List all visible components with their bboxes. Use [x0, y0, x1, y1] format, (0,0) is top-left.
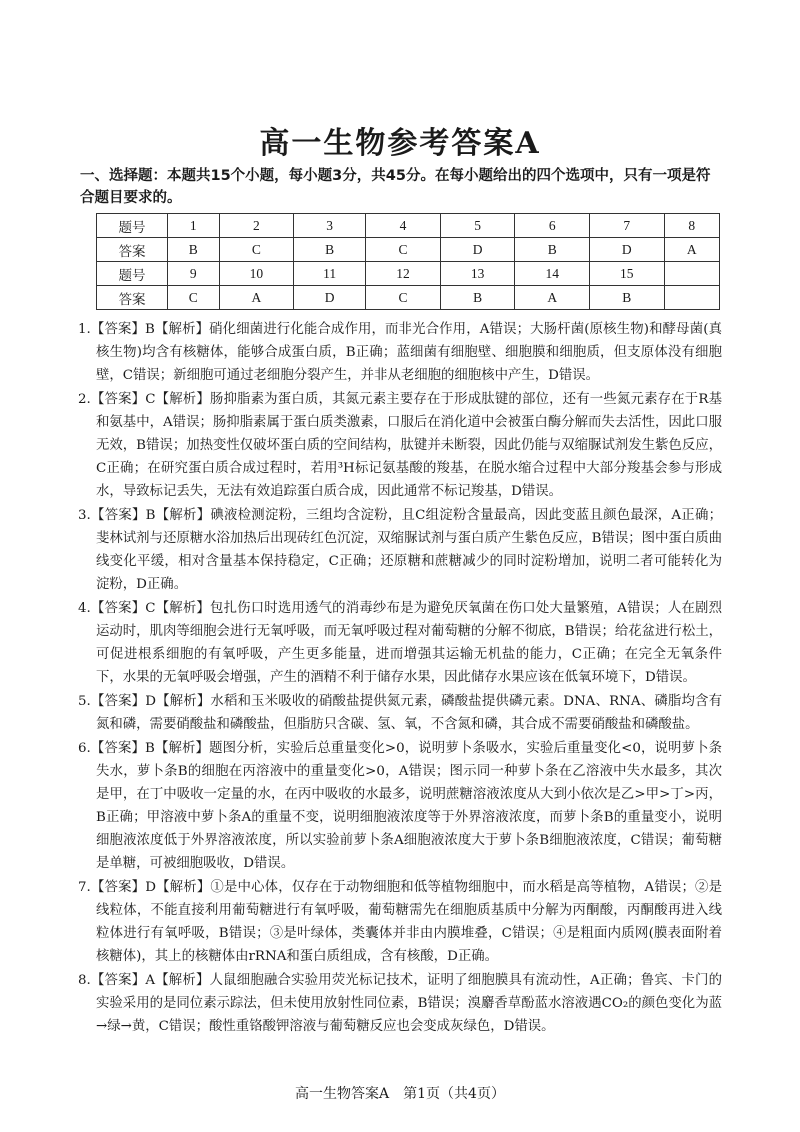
table-cell: 3: [294, 214, 366, 238]
table-cell: 7: [590, 214, 665, 238]
table-cell: 1: [168, 214, 220, 238]
table-cell: B: [294, 238, 366, 262]
explanation-list: [78, 318, 722, 1039]
answer-explanation: 7.【答案】D【解析】①是中心体，仅存在于动物细胞和低等植物细胞中，而水稻是高等植物，A错误；②是线粒体，不能直接利用葡萄糖进行有氧呼吸，葡萄糖需先在细胞质基质中分解为丙酮酸，丙酮酸再进入线粒体进行有氧呼吸，B错误；③是叶绿体，类囊体并非由内膜堆叠，C错误；④是粗面内质网(膜表面附着核糖体)，其上的核糖体由rRNA和蛋白质组成，含有核酸，D正确。: [78, 880, 722, 964]
table-cell: 15: [590, 262, 665, 286]
table-cell: C: [219, 238, 294, 262]
page-footer: 高一生物答案A 第1页（共4页）: [295, 1086, 505, 1102]
answer-explanation: 1.【答案】B【解析】硝化细菌进行化能合成作用，而非光合作用，A错误；大肠杆菌(原核生物)和酵母菌(真核生物)均含有核糖体，能够合成蛋白质，B正确；蓝细菌有细胞壁、细胞膜和细胞质，但支原体没有细胞壁，C错误；新细胞可通过老细胞分裂产生，并非从老细胞的细胞核中产生，D错误。: [78, 322, 722, 383]
table-cell: 12: [366, 262, 441, 286]
table-cell: B: [590, 286, 665, 310]
table-row: [97, 214, 720, 238]
table-cell: 6: [515, 214, 590, 238]
table-cell: C: [366, 286, 441, 310]
table-row-header: 题号: [97, 262, 168, 286]
answer-explanation: 5.【答案】D【解析】水稻和玉米吸收的硝酸盐提供氮元素，磷酸盐提供磷元素。DNA、RNA、磷脂均含有氮和磷，需要硝酸盐和磷酸盐，但脂肪只含碳、氢、氧，不含氮和磷，其合成不需要硝酸盐和磷酸盐。: [78, 694, 722, 732]
answer-table: [96, 213, 720, 310]
table-cell: A: [664, 238, 719, 262]
table-cell: D: [440, 238, 515, 262]
answer-explanation: 4.【答案】C【解析】包扎伤口时选用透气的消毒纱布是为避免厌氧菌在伤口处大量繁殖，A错误；人在剧烈运动时，肌肉等细胞会进行无氧呼吸，而无氧呼吸过程对葡萄糖的分解不彻底，B错误；给花盆进行松土，可促进根系细胞的有氧呼吸，产生更多能量，进而增强其运输无机盐的能力，C正确；在完全无氧条件下，水果的无氧呼吸会增强，产生的酒精不利于储存水果，因此储存水果应该在低氧环境下，D错误。: [78, 601, 722, 685]
table-cell: 5: [440, 214, 515, 238]
table-cell: C: [366, 238, 441, 262]
answer-explanation: 3.【答案】B【解析】碘液检测淀粉，三组均含淀粉，且C组淀粉含量最高，因此变蓝且颜色最深，A正确；斐林试剂与还原糖水浴加热后出现砖红色沉淀，双缩脲试剂与蛋白质产生紫色反应，B错误；图中蛋白质曲线变化平缓，相对含量基本保持稳定，C正确；还原糖和蔗糖减少的同时淀粉增加，说明二者可能转化为淀粉，D正确。: [78, 508, 722, 592]
table-cell: 11: [294, 262, 366, 286]
answer-explanation: 6.【答案】B【解析】题图分析，实验后总重量变化>0，说明萝卜条吸水，实验后重量变化<0，说明萝卜条失水，萝卜条B的细胞在丙溶液中的重量变化>0，A错误；图示同一种萝卜条在乙溶液中失水最多，其次是甲，在丁中吸收一定量的水，在丙中吸收的水最多，说明蔗糖溶液浓度从大到小依次是乙>甲>丁>丙，B正确；甲溶液中萝卜条A的重量不变，说明细胞液浓度等于外界溶液浓度，而萝卜条B的重量变小，说明细胞液浓度低于外界溶液浓度，所以实验前萝卜条A细胞液浓度大于萝卜条B细胞液浓度，C错误；葡萄糖是单糖，可被细胞吸收，D错误。: [78, 741, 722, 871]
table-cell: C: [168, 286, 220, 310]
table-cell: A: [219, 286, 294, 310]
table-cell: B: [515, 238, 590, 262]
table-cell: D: [590, 238, 665, 262]
table-cell: 4: [366, 214, 441, 238]
table-cell: 13: [440, 262, 515, 286]
table-cell: [664, 262, 719, 286]
table-cell: A: [515, 286, 590, 310]
table-cell: 10: [219, 262, 294, 286]
table-cell: B: [168, 238, 220, 262]
table-cell: D: [294, 286, 366, 310]
table-row: [97, 286, 720, 310]
table-cell: 9: [168, 262, 220, 286]
table-cell: 2: [219, 214, 294, 238]
table-cell: B: [440, 286, 515, 310]
table-row: [97, 262, 720, 286]
table-row-header: 答案: [97, 286, 168, 310]
section-heading: 一、选择题：本题共15个小题，每小题3分，共45分。在每小题给出的四个选项中，只有一项是符合题目要求的。: [80, 168, 711, 206]
page-title: 高一生物参考答案A: [259, 126, 541, 161]
table-cell: 14: [515, 262, 590, 286]
table-row-header: 题号: [97, 214, 168, 238]
answer-explanation: 8.【答案】A【解析】人鼠细胞融合实验用荧光标记技术，证明了细胞膜具有流动性，A正确；鲁宾、卡门的实验采用的是同位素示踪法，但未使用放射性同位素，B错误；溴麝香草酚蓝水溶液遇CO₂的颜色变化为蓝→绿→黄，C错误；酸性重铬酸钾溶液与葡萄糖反应也会变成灰绿色，D错误。: [78, 973, 722, 1034]
table-cell: [664, 286, 719, 310]
answer-explanation: 2.【答案】C【解析】肠抑脂素为蛋白质，其氮元素主要存在于形成肽键的部位，还有一些氮元素存在于R基和氨基中，A错误；肠抑脂素属于蛋白质类激素，口服后在消化道中会被蛋白酶分解而失去活性，因此口服无效，B错误；加热变性仅破坏蛋白质的空间结构，肽键并未断裂，因此仍能与双缩脲试剂发生紫色反应，C正确；在研究蛋白质合成过程时，若用³H标记氨基酸的羧基，在脱水缩合过程中大部分羧基会参与形成水，导致标记丢失，无法有效追踪蛋白质合成，因此通常不标记羧基，D错误。: [78, 392, 722, 499]
table-row-header: 答案: [97, 238, 168, 262]
table-row: [97, 238, 720, 262]
table-cell: 8: [664, 214, 719, 238]
